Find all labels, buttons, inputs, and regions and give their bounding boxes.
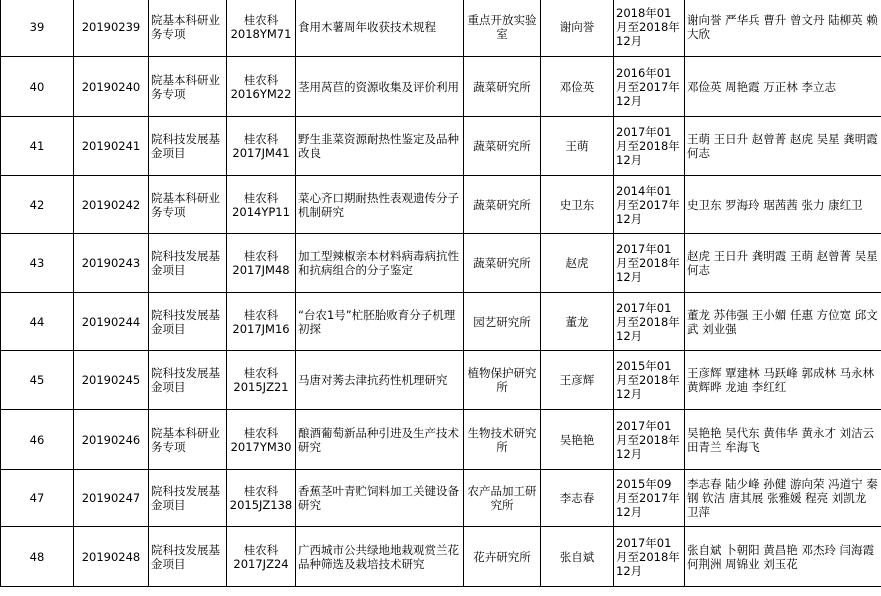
project-code: 20190241 [74,117,149,176]
project-code: 20190246 [74,410,149,470]
project-period: 2015年01月至2018年12月 [614,351,685,410]
funding-number: 桂农科 2015JZ138 [227,470,296,527]
table-row [1,351,881,410]
row-number: 41 [1,117,74,176]
project-type: 院科技发展基金项目 [149,234,227,293]
project-type: 院科技发展基金项目 [149,470,227,527]
project-period: 2015年09月至2017年12月 [614,470,685,527]
funding-number: 桂农科 2018YM71 [227,0,296,57]
table-row [1,293,881,351]
funding-number: 桂农科 2017JM48 [227,234,296,293]
row-number: 43 [1,234,74,293]
funding-number: 桂农科 2017JM41 [227,117,296,176]
department: 蔬菜研究所 [464,176,541,234]
project-name: 茎用莴苣的资源收集及评价利用 [296,57,464,117]
project-type: 院基本科研业务专项 [149,57,227,117]
project-period: 2017年01月至2018年12月 [614,410,685,470]
project-period: 2017年01月至2018年12月 [614,527,685,587]
project-leader: 王彦辉 [541,351,614,410]
funding-number: 桂农科 2017JZ24 [227,527,296,587]
table-row [1,527,881,587]
project-leader: 张自斌 [541,527,614,587]
project-code: 20190239 [74,0,149,57]
project-name: 菜心齐口期耐热性表观遗传分子机制研究 [296,176,464,234]
project-leader: 赵虎 [541,234,614,293]
project-code: 20190248 [74,527,149,587]
project-leader: 李志春 [541,470,614,527]
department: 蔬菜研究所 [464,57,541,117]
project-type: 院科技发展基金项目 [149,117,227,176]
project-leader: 吴艳艳 [541,410,614,470]
project-members: 董龙 苏伟强 王小媚 任惠 方位宽 邱文武 刘业强 [685,293,881,351]
department: 花卉研究所 [464,527,541,587]
project-code: 20190245 [74,351,149,410]
project-name: 野生韭菜资源耐热性鉴定及品种改良 [296,117,464,176]
table-row [1,234,881,293]
project-type: 院科技发展基金项目 [149,351,227,410]
table-row [1,176,881,234]
funding-number: 桂农科 2017YM30 [227,410,296,470]
project-name: 香蕉茎叶青贮饲料加工关键设备研究 [296,470,464,527]
department: 蔬菜研究所 [464,117,541,176]
table-row [1,57,881,117]
project-members: 王萌 王日升 赵曾菁 赵虎 吴星 龚明霞 何志 [685,117,881,176]
project-leader: 谢向誉 [541,0,614,57]
project-code: 20190243 [74,234,149,293]
row-number: 42 [1,176,74,234]
project-code: 20190240 [74,57,149,117]
project-leader: 董龙 [541,293,614,351]
department: 生物技术研究所 [464,410,541,470]
project-name: 广西城市公共绿地地栽观赏兰花品种筛选及栽培技术研究 [296,527,464,587]
project-type: 院科技发展基金项目 [149,293,227,351]
project-name: 加工型辣椒亲本材料病毒病抗性和抗病组合的分子鉴定 [296,234,464,293]
project-name: 食用木薯周年收获技术规程 [296,0,464,57]
project-members: 邓俭英 周艳霞 万正林 李立志 [685,57,881,117]
project-type: 院科技发展基金项目 [149,527,227,587]
project-leader: 邓俭英 [541,57,614,117]
project-type: 院基本科研业务专项 [149,410,227,470]
table-row [1,410,881,470]
project-members: 赵虎 王日升 龚明霞 王萌 赵曾菁 吴星 何志 [685,234,881,293]
project-code: 20190244 [74,293,149,351]
project-period: 2017年01月至2018年12月 [614,293,685,351]
funding-number: 桂农科 2015JZ21 [227,351,296,410]
row-number: 44 [1,293,74,351]
table-row [1,0,881,57]
project-members: 李志春 陆少峰 孙健 游向荣 冯道宁 秦钢 钦洁 唐其展 张雅媛 程亮 刘凯龙 卫萍 [685,470,881,527]
table-row [1,470,881,527]
project-members: 王彦辉 覃建林 马跃峰 郭成林 马永林 黄辉晔 龙迪 李红红 [685,351,881,410]
project-members: 吴艳艳 吴代东 黄伟华 黄永才 刘洁云 田青兰 牟海飞 [685,410,881,470]
department: 植物保护研究所 [464,351,541,410]
department: 蔬菜研究所 [464,234,541,293]
project-name: 酿酒葡萄新品种引进及生产技术研究 [296,410,464,470]
project-period: 2018年01月至2018年12月 [614,0,685,57]
row-number: 39 [1,0,74,57]
project-code: 20190247 [74,470,149,527]
row-number: 48 [1,527,74,587]
department: 农产品加工研究所 [464,470,541,527]
row-number: 47 [1,470,74,527]
row-number: 40 [1,57,74,117]
table-row [1,117,881,176]
project-period: 2016年01月至2017年12月 [614,57,685,117]
project-type: 院基本科研业务专项 [149,176,227,234]
table-body [1,0,881,587]
funding-number: 桂农科 2014YP11 [227,176,296,234]
project-period: 2017年01月至2018年12月 [614,234,685,293]
project-period: 2017年01月至2018年12月 [614,117,685,176]
project-name: “台农1号”杧胚胎败育分子机理初探 [296,293,464,351]
project-type: 院基本科研业务专项 [149,0,227,57]
row-number: 45 [1,351,74,410]
project-leader: 史卫东 [541,176,614,234]
project-code: 20190242 [74,176,149,234]
row-number: 46 [1,410,74,470]
funding-number: 桂农科 2017JM16 [227,293,296,351]
project-members: 史卫东 罗海玲 琚茜茜 张力 康红卫 [685,176,881,234]
project-name: 马唐对莠去津抗药性机理研究 [296,351,464,410]
funding-number: 桂农科 2016YM22 [227,57,296,117]
project-members: 张自斌 卜朝阳 黄昌艳 邓杰玲 闫海霞 何荆洲 周锦业 刘玉花 [685,527,881,587]
department: 园艺研究所 [464,293,541,351]
department: 重点开放实验室 [464,0,541,57]
project-period: 2014年01月至2017年12月 [614,176,685,234]
project-members: 谢向誉 严华兵 曹升 曾文丹 陆柳英 赖大欣 [685,0,881,57]
project-leader: 王萌 [541,117,614,176]
